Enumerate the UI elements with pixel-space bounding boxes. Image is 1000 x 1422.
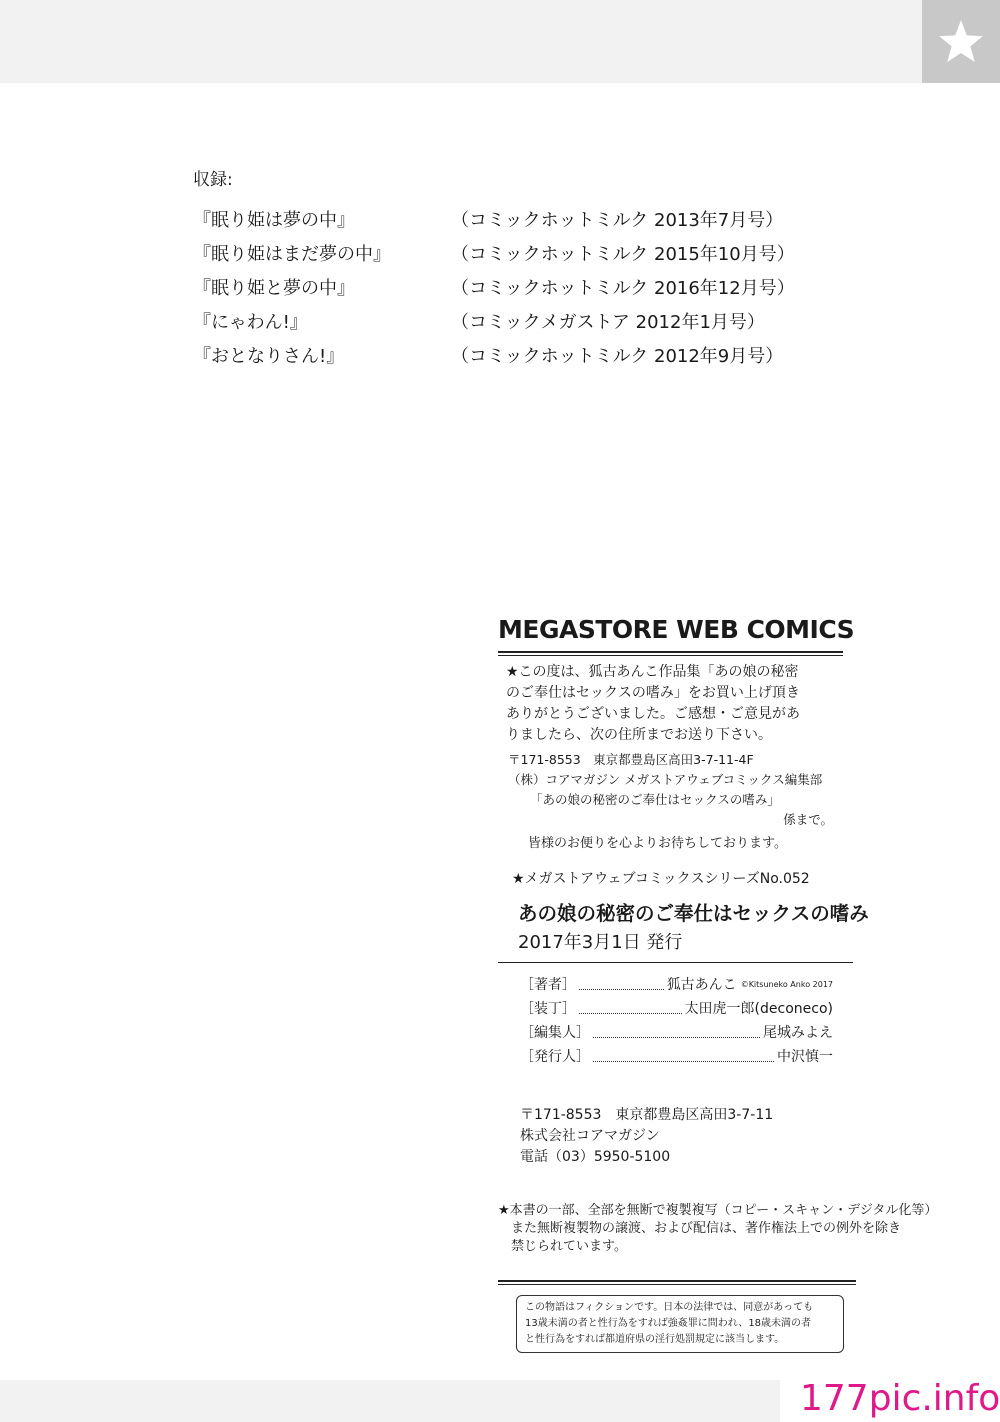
bottom-bar (0, 1380, 780, 1422)
contents-item (193, 270, 795, 304)
story-title: 『にゃわん!』 (193, 312, 308, 333)
story-title: 『おとなりさん!』 (193, 346, 345, 367)
reader-message (498, 662, 863, 746)
credit-value: 太田虎一郎(deconeco) (684, 1001, 833, 1017)
copyright-note: ©Kitsuneko Anko 2017 (740, 980, 833, 989)
notice-line: この物語はフィクションです。日本の法律では、同意があっても (525, 1302, 814, 1313)
contents-item (193, 338, 795, 372)
warning-line: ★本書の一部、全部を無断で複製複写（コピー・スキャン・デジタル化等） (498, 1203, 938, 1218)
address-line: （株）コアマガジン メガストアウェブコミックス編集部 (508, 772, 823, 787)
site-watermark: 177pic.info (800, 1378, 1000, 1419)
star-icon (936, 17, 986, 67)
credit-label: ［発行人］ (520, 1049, 590, 1065)
message-line: ★この度は、狐古あんこ作品集「あの娘の秘密 (506, 664, 799, 680)
contents-item (193, 304, 795, 338)
credit-label: ［編集人］ (520, 1025, 590, 1041)
credit-row (498, 973, 833, 997)
publish-date: 2017年3月1日 発行 (518, 932, 683, 953)
story-source: （コミックホットミルク 2013年7月号） (451, 210, 784, 231)
address-line: 〒171-8553 東京都豊島区高田3-7-11-4F (508, 752, 754, 767)
mail-address (498, 750, 863, 830)
dot-leader (593, 1045, 774, 1062)
publisher-line: 株式会社コアマガジン (520, 1128, 660, 1144)
credit-row (498, 1021, 833, 1045)
story-source: （コミックホットミルク 2016年12月号） (451, 278, 795, 299)
warning-line: また無断複製物の譲渡、および配信は、著作権法上での例外を除き (498, 1221, 902, 1236)
credit-row (498, 997, 833, 1021)
credit-value: 尾城みよえ (763, 1025, 833, 1041)
message-line: ありがとうございました。ご感想・ご意見があ (506, 706, 800, 722)
credit-row (498, 1045, 833, 1069)
copyright-warning (492, 1202, 948, 1256)
story-source: （コミックメガストア 2012年1月号） (451, 312, 765, 333)
credit-label: ［装丁］ (520, 1001, 576, 1017)
divider (498, 1280, 856, 1285)
address-title: 「あの娘の秘密のご奉仕はセックスの嗜み」 (530, 792, 780, 807)
notice-line: と性行為をすれば都道府県の淫行処罰規定に該当します。 (525, 1334, 785, 1345)
publisher-info (498, 1105, 863, 1168)
series-number: ★メガストアウェブコミックスシリーズNo.052 (512, 871, 810, 887)
credit-label: ［著者］ (520, 977, 576, 993)
publisher-line: 〒171-8553 東京都豊島区高田3-7-11 (520, 1107, 774, 1123)
story-title: 『眠り姫はまだ夢の中』 (193, 244, 391, 265)
story-source: （コミックホットミルク 2015年10月号） (451, 244, 795, 265)
message-line: りましたら、次の住所までお送り下さい。 (506, 727, 772, 743)
contents-item (193, 202, 795, 236)
dot-leader (579, 973, 664, 990)
contents-heading: 収録: (193, 170, 233, 190)
dot-leader (579, 997, 682, 1014)
divider (498, 962, 853, 963)
story-title: 『眠り姫と夢の中』 (193, 278, 355, 299)
top-bar (0, 0, 922, 83)
closing-note: 皆様のお便りを心よりお待ちしております。 (528, 836, 787, 851)
notice-line: 13歳未満の者と性行為をすれば強姦罪に問われ、18歳未満の者 (525, 1318, 812, 1329)
message-line: のご奉仕はセックスの嗜み」をお買い上げ頂き (506, 685, 800, 701)
dot-leader (593, 1021, 760, 1038)
story-source: （コミックホットミルク 2012年9月号） (451, 346, 784, 367)
address-suffix: 係まで。 (783, 812, 833, 827)
contents-list (193, 165, 795, 372)
publisher-line: 電話（03）5950-5100 (520, 1149, 671, 1165)
fiction-notice (516, 1295, 844, 1353)
credit-value: 狐古あんこ (666, 977, 737, 993)
series-name: MEGASTORE WEB COMICS (498, 615, 855, 644)
credit-value: 中沢慎一 (777, 1049, 833, 1065)
divider (498, 651, 843, 656)
book-title: あの娘の秘密のご奉仕はセックスの嗜み (518, 902, 869, 925)
bookmark-button[interactable] (922, 0, 1000, 83)
warning-line: 禁じられています。 (498, 1239, 627, 1254)
story-title: 『眠り姫は夢の中』 (193, 210, 355, 231)
colophon (498, 615, 938, 1353)
contents-item (193, 236, 795, 270)
